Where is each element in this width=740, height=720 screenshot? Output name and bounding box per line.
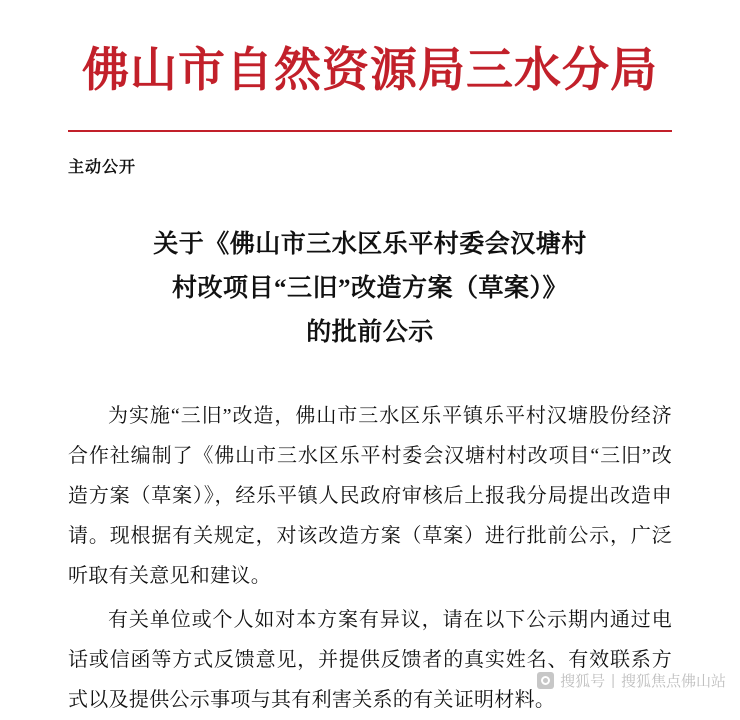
body-paragraph-1: 为实施“三旧”改造，佛山市三水区乐平镇乐平村汉塘股份经济合作社编制了《佛山市三水区乐平村委会汉塘村村改项目“三旧”改造方案（草案）》，经乐平镇人民政府审核后上报我分局提出改造申请。现根据有关规定，对该改造方案（草案）进行批前公示，广泛听取有关意见和建议。 (68, 405, 672, 588)
disclosure-tag: 主动公开 (68, 159, 137, 177)
watermark (537, 670, 726, 691)
watermark-prefix: 搜狐号 (560, 673, 606, 690)
body-paragraph-2: 有关单位或个人如对本方案有异议，请在以下公示期内通过电话或信函等方式反馈意见，并提供反馈者的真实姓名、有效联系方式以及提供公示事项与其有利害关系的有关证明材料。 (68, 609, 672, 712)
masthead (68, 0, 672, 132)
document-title-line-3: 的批前公示 (306, 318, 434, 346)
sohu-logo-icon (537, 672, 554, 689)
masthead-divider (68, 130, 672, 132)
watermark-separator: | (611, 672, 615, 689)
watermark-label: 搜狐焦点佛山站 (620, 673, 726, 690)
document-title-line-2: 村改项目“三旧”改造方案（草案）》 (171, 274, 568, 302)
document-title (68, 223, 672, 354)
masthead-title: 佛山市自然资源局三水分局 (82, 45, 658, 97)
document-title-line-1: 关于《佛山市三水区乐平村委会汉塘村 (153, 231, 587, 259)
